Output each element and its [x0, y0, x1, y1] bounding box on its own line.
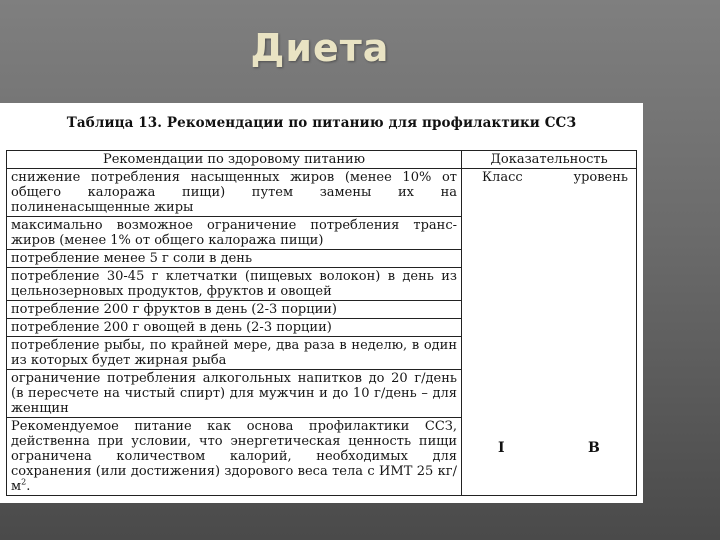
row-alcohol: ограничение потребления алкогольных напитков до 20 г/день (в пересчете на чистый спирт) для мужчин и до 10 г/день – для женщин	[7, 370, 462, 418]
recommendations-table	[6, 150, 637, 496]
class-value: I	[498, 440, 505, 456]
bmi-unit-superscript: 2	[21, 477, 27, 487]
row-recommended-diet: Рекомендуемое питание как основа профилактики ССЗ, действенна при условии, что энергетическая ценность пищи ограничена количеством калорий, необходимых для сохранения (или достижения) здорового веса тела с ИМТ 25 $кг/м^2$.	[7, 418, 462, 496]
row-recommended-diet-text: Рекомендуемое питание как основа профилактики ССЗ, действенна при условии, что энергетическая ценность пищи ограничена количеством калорий, необходимых для сохранения (или достижения) здорового веса тела с ИМТ 25 кг/м	[11, 419, 457, 494]
row-salt: потребление менее 5 г соли в день	[7, 250, 462, 268]
slide-title: Диета	[250, 26, 390, 70]
header-level: уровень	[573, 170, 628, 185]
row-trans-fat: максимально возможное ограничение потребления транс-жиров (менее 1% от общего калоража пищи)	[7, 217, 462, 250]
table-header-row	[7, 151, 637, 169]
evidence-subheader	[462, 169, 636, 185]
level-value: B	[588, 440, 600, 456]
row-vegetables: потребление 200 г овощей в день (2-3 порции)	[7, 319, 462, 337]
evidence-cell	[462, 169, 637, 496]
row-fruits: потребление 200 г фруктов в день (2-3 порции)	[7, 301, 462, 319]
row-fish: потребление рыбы, по крайней мере, два раза в неделю, в один из которых будет жирная рыба	[7, 337, 462, 370]
header-evidence: Доказательность	[462, 151, 637, 169]
header-class: Класс	[482, 170, 523, 185]
row-fiber: потребление 30-45 г клетчатки (пищевых волокон) в день из цельнозерновых продуктов, фруктов и овощей	[7, 268, 462, 301]
document-image	[0, 103, 643, 503]
row-saturated-fat: снижение потребления насыщенных жиров (менее 10% от общего калоража пищи) путем замены их на полиненасыщенные жиры	[7, 169, 462, 217]
table-caption: Таблица 13. Рекомендации по питанию для профилактики ССЗ	[66, 115, 577, 131]
table-row	[7, 169, 637, 217]
header-recommendations: Рекомендации по здоровому питанию	[7, 151, 462, 169]
